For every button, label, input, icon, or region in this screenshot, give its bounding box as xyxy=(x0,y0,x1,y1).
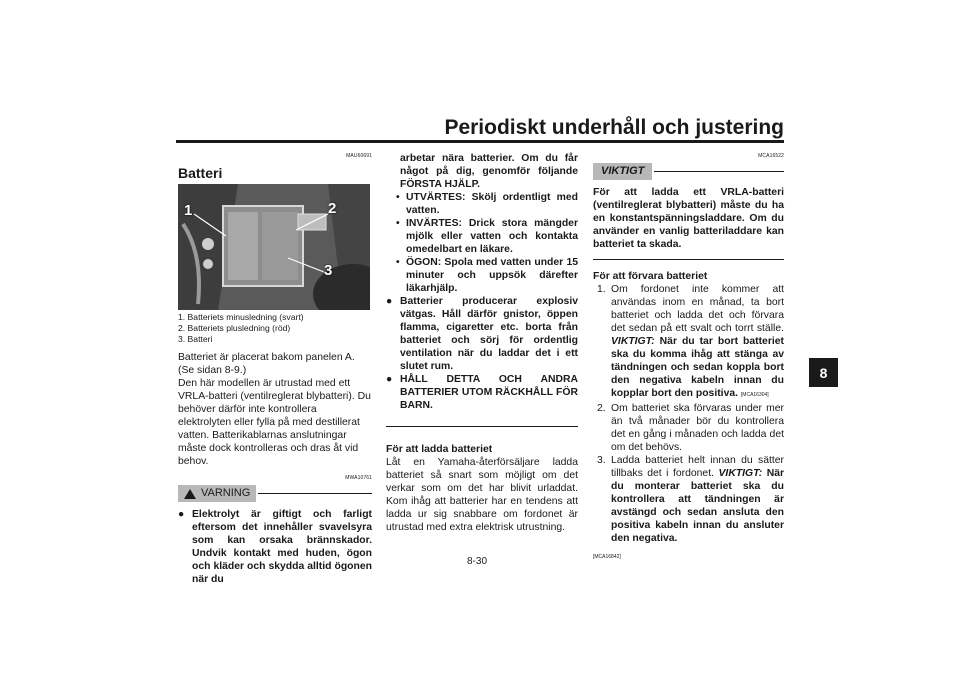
first-aid-item xyxy=(396,256,578,295)
list-item xyxy=(597,454,784,545)
bullet-icon: ● xyxy=(386,374,393,385)
warning-bullet-text: Elektrolyt är giftigt och farligt eftersom det innehåller svavelsyra som kan orsaka brännskador. Undvik kontakt med huden, ögon och kläder och skydda alltid ögonen när du xyxy=(192,509,372,585)
photo-captions xyxy=(178,312,372,345)
item-number: 3. xyxy=(597,455,606,467)
warning-badge xyxy=(178,485,256,502)
page-header-title: Periodiskt underhåll och justering xyxy=(444,116,784,139)
intro-paragraph-1: Batteriet är placerat bakom panelen A. (Se sidan 8-9.) xyxy=(178,352,355,376)
warning-code: MWA10761 xyxy=(345,475,372,481)
warning-header xyxy=(178,485,372,502)
item-number: 1. xyxy=(597,284,606,296)
caption-3: 3. Batteri xyxy=(178,334,213,344)
page-number: 8-30 xyxy=(467,556,488,567)
warning-continued: arbetar nära batterier. Om du får något på dig, genomför följande FÖRSTA HJÄLP. xyxy=(400,153,578,190)
photo-label-3: 3 xyxy=(324,262,333,279)
charge-body: Låt en Yamaha-återförsäljare ladda batteriet så snart som möjligt om det verkar som om det har blivit urladdat. Kom ihåg att batterier har en tendens att ladda ur sig snabbare om fordonet är utrustad med extra elektrisk utrustning. xyxy=(386,457,578,534)
charge-title: För att ladda batteriet xyxy=(386,444,493,456)
photo-label-1: 1 xyxy=(184,202,193,219)
first-aid-item xyxy=(396,191,578,217)
item-text: Om batteriet ska förvaras under mer än två månader bör du kontrollera det en gång i månaden och ladda det om det behövs. xyxy=(611,403,784,454)
first-aid-text-2: INVÄRTES: Drick stora mängder mjölk eller vatten och kontakta omedelbart en läkare. xyxy=(406,218,578,255)
sub-bullet-icon: • xyxy=(396,218,400,229)
list-item xyxy=(597,402,784,454)
battery-photo xyxy=(178,184,370,310)
final-code: [MCA16842] xyxy=(593,554,621,561)
notice-code: MCA16522 xyxy=(758,153,784,159)
first-aid-text-1: UTVÄRTES: Skölj ordentligt med vatten. xyxy=(406,192,578,216)
caption-1: 1. Batteriets minusledning (svart) xyxy=(178,312,304,322)
intro-text xyxy=(178,351,372,468)
warning-bullet-text-2: Batterier producerar explosiv vätgas. Håll därför gnistor, öppen flamma, cigaretter etc. borta från batteriet och sörj för ordentlig ventilation när du laddar det i ett slutet rum. xyxy=(400,296,578,372)
battery-illustration xyxy=(178,184,370,310)
item-text: Om fordonet inte kommer att användas inom en månad, ta bort batteriet och ladda det och förvara det sedan på ett svalt och torrt ställe. xyxy=(611,284,784,335)
item-code: [MCA16304] xyxy=(740,392,769,399)
caption-2: 2. Batteriets plusledning (röd) xyxy=(178,323,291,333)
notice-rule xyxy=(654,171,784,172)
sub-bullet-icon: • xyxy=(396,257,400,268)
section-code: MAU60691 xyxy=(346,153,372,159)
viktigt-label: VIKTIGT: xyxy=(611,336,655,348)
intro-paragraph-2: Den här modellen är utrustad med ett VRLA-batteri (ventilreglerat blybatteri). Du behöver därför inte kontrollera elektrolyten eller fylla på med destillerat vatten. Batterikablarnas anslutningar måste dock kontrolleras och dras åt vid behov. xyxy=(178,378,371,467)
warning-bullet xyxy=(178,508,372,586)
notice-end-rule xyxy=(593,259,784,260)
sub-bullet-icon: • xyxy=(396,192,400,203)
first-aid-text-3: ÖGON: Spola med vatten under 15 minuter och uppsök därefter läkarhjälp. xyxy=(406,257,578,294)
warning-end-rule xyxy=(386,426,578,427)
notice-text: För att ladda ett VRLA-batteri (ventilreglerat blybatteri) måste du ha en konstantspänningsladdare. Om du använder en vanlig batteriladdare kan batteriet ta skada. xyxy=(593,187,784,250)
item-bold-text: När du tar bort batteriet ska du komma ihåg att stänga av tändningen och sedan koppla bort den negativa kabeln innan du kopplar bort den positiva. xyxy=(611,336,784,400)
column-2 xyxy=(386,152,578,534)
photo-label-2: 2 xyxy=(328,200,337,217)
column-1 xyxy=(178,150,372,586)
list-item xyxy=(597,283,784,402)
bullet-icon: ● xyxy=(386,296,393,307)
warning-label: VARNING xyxy=(201,487,251,499)
chapter-tab: 8 xyxy=(809,358,838,387)
warning-bullet xyxy=(386,373,578,412)
first-aid-item xyxy=(396,217,578,256)
viktigt-label: VIKTIGT: xyxy=(718,468,763,480)
bullet-icon: ● xyxy=(178,509,185,520)
notice-header xyxy=(593,163,784,180)
warning-bullet-text-3: HÅLL DETTA OCH ANDRA BATTERIER UTOM RÄCKHÅLL FÖR BARN. xyxy=(400,374,578,411)
warning-rule xyxy=(258,493,372,494)
header-rule xyxy=(176,140,784,143)
warning-triangle-icon xyxy=(184,489,196,499)
item-text: Ladda batteriet helt innan du sätter tillbaks det i fordonet. xyxy=(611,455,784,480)
store-title: För att förvara batteriet xyxy=(593,271,708,283)
column-3 xyxy=(593,150,784,564)
item-bold-text: När du monterar batteriet ska du kontrollera att tändningen är avstängd och sedan ansluta den positiva kabeln innan du ansluter den negativa. xyxy=(611,468,785,545)
section-title: Batteri xyxy=(178,165,223,181)
notice-badge: VIKTIGT xyxy=(593,163,652,180)
item-number: 2. xyxy=(597,403,606,415)
warning-bullet xyxy=(386,295,578,373)
